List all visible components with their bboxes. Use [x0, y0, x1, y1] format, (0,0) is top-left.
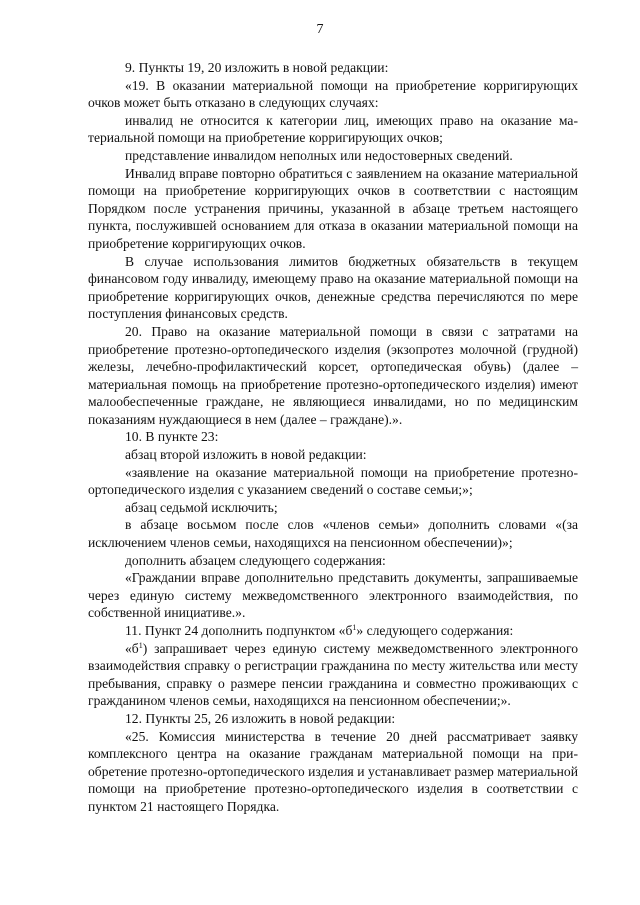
- paragraph-item-11-text-before: 11. Пункт 24 дополнить подпунктом «б: [125, 623, 353, 638]
- paragraph-item-10-header: 10. В пункте 23:: [125, 429, 219, 445]
- paragraph-23-seventh-abzac: абзац седьмой исключить;: [125, 499, 278, 515]
- paragraph-19-intro: «19. В оказании материальной помощи на приобретение корригирующих очков может быть отказано в следующих случаях:: [88, 77, 578, 111]
- paragraph-19-case-incomplete-info: представление инвалидом неполных или недостоверных сведений.: [125, 147, 513, 163]
- page-number: 7: [316, 22, 324, 37]
- paragraph-23-eighth-abzac: в абзаце восьмом после слов «членов семьи» дополнить словами «(за исключением членов семьи, находящихся на пенсионном обеспечении)»;: [88, 517, 578, 551]
- paragraph-19-case-category: инвалид не относится к категории лиц, имеющих право на оказание материальной помощи на приобретение корригирующих очков;: [88, 112, 578, 146]
- paragraph-24-b1-text-after: ) запрашивает через единую систему межведомственного электронного взаимодействия справку о регистрации гражданина по месту жительства или месту пребывания, справку о размере пенсии гражданина и совместно проживающих с гражданином членов семьи, находящихся на пенсионном обеспечении;».: [88, 640, 578, 709]
- paragraph-23-second-abzac: абзац второй изложить в новой редакции:: [125, 447, 367, 463]
- paragraph-20: 20. Право на оказание материальной помощи в связи с затратами на приобретение протезно-ортопедического изделия (экзопротез молочной (грудной) железы, лечебно-профилактический корсет, ортопедическая обувь) (далее – материальная помощь на приобретение протезно-ортопедического изделия) имеют малообеспеченные граждане, не являющиеся инвалидами, но по медицинским показаниям нуждающиеся в нем (далее – граждане).».: [88, 323, 578, 427]
- paragraph-item-12-header: 12. Пункты 25, 26 изложить в новой редакции:: [125, 710, 396, 726]
- paragraph-23-add-abzac: дополнить абзацем следующего содержания:: [125, 552, 386, 568]
- paragraph-19-budget-limits: В случае использования лимитов бюджетных обязательств в текущем финансовом году инвалиду, имеющему право на оказание материальной помощи на приобретение корригирующих очков, денежные средства перечисляются по мере поступления финансовых средств.: [88, 253, 578, 322]
- superscript-one: 1: [352, 623, 357, 632]
- superscript-one: 1: [138, 640, 143, 650]
- document-body: [88, 59, 578, 816]
- paragraph-23-application-text: «заявление на оказание материальной помощи на приобретение протезно-ортопедического изделия с указанием сведений о составе семьи;»;: [88, 464, 578, 498]
- paragraph-item-11-header: [88, 622, 578, 640]
- paragraph-24-b1: [88, 640, 578, 710]
- paragraph-24-b1-text-before: «б: [125, 640, 139, 656]
- paragraph-23-additional-docs: «Граждании вправе дополнительно представить документы, запрашиваемые через единую систему межведомственного электронного взаимодействия, по собственной инициативе.».: [88, 570, 578, 621]
- paragraph-item-9-header: 9. Пункты 19, 20 изложить в новой редакции:: [125, 60, 389, 75]
- paragraph-item-11-text-after: » следующего содержания:: [356, 623, 514, 638]
- paragraph-25: «25. Комиссия министерства в течение 20 дней рассматривает заявку комплексного центра на оказание гражданам материальной помощи на приобретение протезно-ортопедического изделия и устанавливает размер материальной помощи на приобретение протезно-ортопедического изделия в соответствии с пунктом 21 настоящего Порядка.: [88, 728, 578, 814]
- paragraph-19-repeat-application: Инвалид вправе повторно обратиться с заявлением на оказание материальной помощи на приобретение корригирующих очков в соответствии с настоящим Порядком после устранения причины, указанной в абзаце третьем настоящего пункта, послужившей основанием для отказа в оказании материальной помощи на приобретение корригирующих очков.: [88, 165, 578, 251]
